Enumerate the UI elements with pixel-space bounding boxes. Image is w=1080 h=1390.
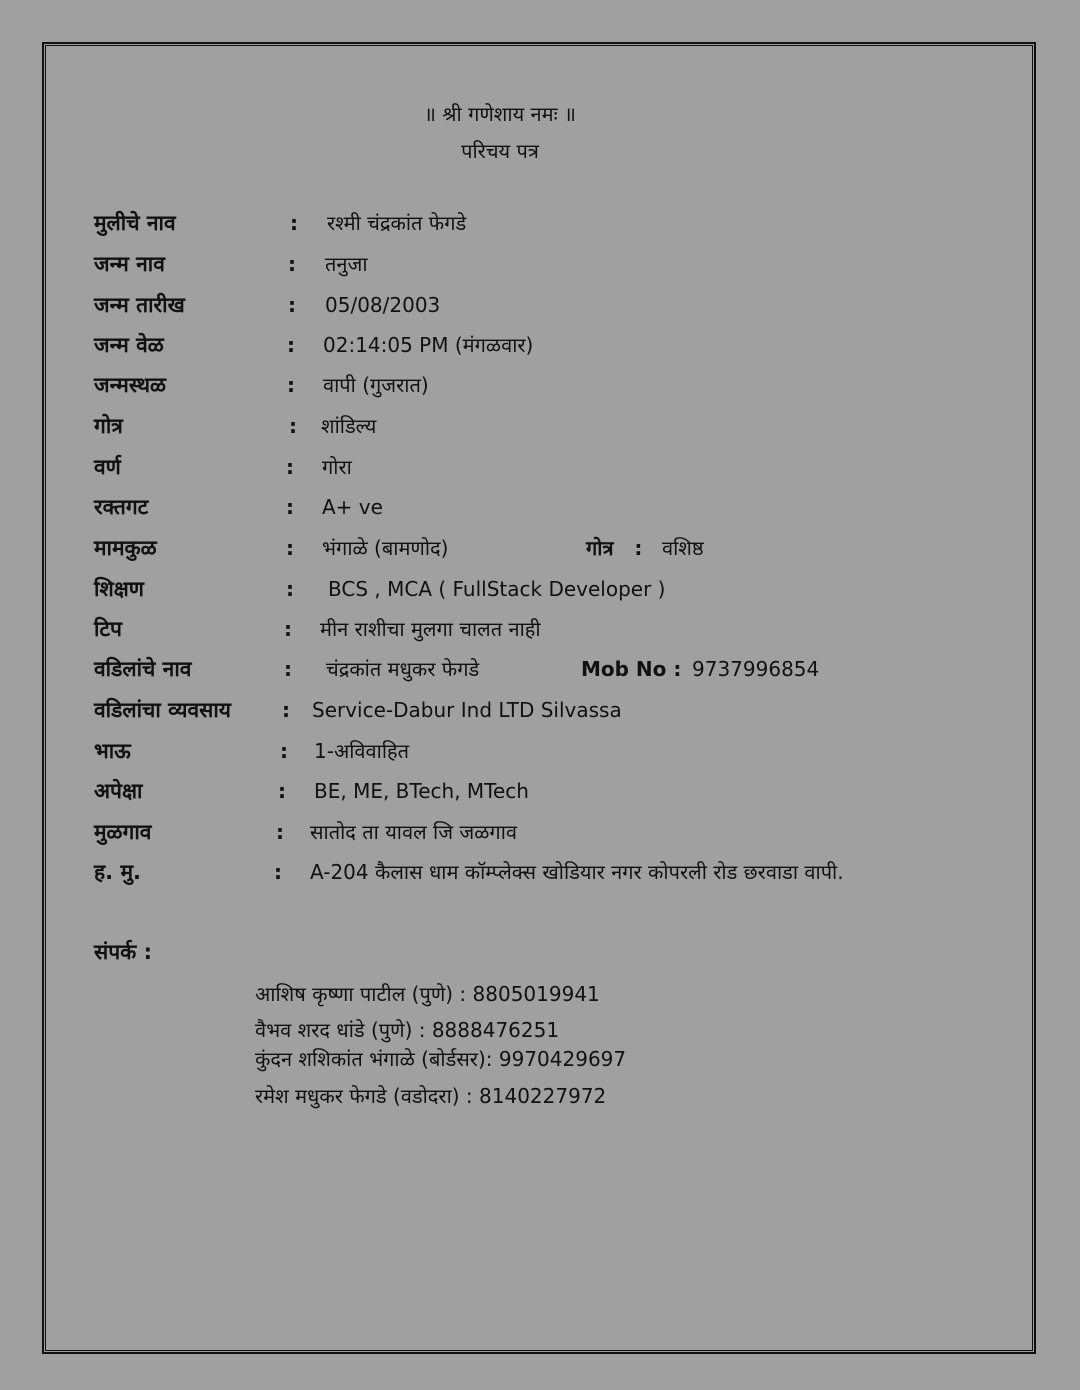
field-colon: : <box>286 577 294 601</box>
field-colon: : <box>288 252 296 276</box>
field-label: भाऊ <box>94 739 131 763</box>
field-label: वडिलांचा व्यवसाय <box>94 698 231 722</box>
field-label: जन्म वेळ <box>94 333 164 357</box>
field-value: तनुजा <box>325 252 368 276</box>
field-value: 05/08/2003 <box>325 293 441 317</box>
field-value: 1-अविवाहित <box>314 739 410 763</box>
field-label: मामकुळ <box>94 536 157 560</box>
field-colon: : <box>289 414 297 438</box>
contact-item: आशिष कृष्णा पाटील (पुणे) : 8805019941 <box>255 982 600 1006</box>
field-label: वर्ण <box>94 455 121 479</box>
contact-item: रमेश मधुकर फेगडे (वडोदरा) : 8140227972 <box>255 1084 607 1108</box>
contact-item: वैभव शरद धांडे (पुणे) : 8888476251 <box>255 1018 560 1042</box>
field-colon: : <box>287 373 295 397</box>
field-label: अपेक्षा <box>94 779 143 803</box>
field-value: A-204 कैलास धाम कॉम्प्लेक्स खोडियार नगर कोपरली रोड छरवाडा वापी. <box>310 860 844 884</box>
field-colon: : <box>286 536 294 560</box>
field-value: 02:14:05 PM (मंगळवार) <box>323 333 534 357</box>
field-value: मीन राशीचा मुलगा चालत नाही <box>320 617 541 641</box>
field-colon: : <box>282 698 290 722</box>
field-value: रश्मी चंद्रकांत फेगडे <box>327 211 467 235</box>
field-label: टिप <box>94 617 122 641</box>
field-label: जन्मस्थळ <box>94 373 166 397</box>
field-colon: : <box>274 860 282 884</box>
field-colon: : <box>284 617 292 641</box>
field-value: शांडिल्य <box>321 414 377 438</box>
maternal-gotra-label: गोत्र : <box>586 536 643 560</box>
field-value: A+ ve <box>322 495 383 519</box>
field-value: सातोद ता यावल जि जळगाव <box>310 820 517 844</box>
maternal-gotra-value: वशिष्ठ <box>662 536 704 560</box>
field-value: भंगाळे (बामणोद) <box>322 536 449 560</box>
field-colon: : <box>276 820 284 844</box>
field-value: वापी (गुजरात) <box>323 373 429 397</box>
field-label: वडिलांचे नाव <box>94 657 192 681</box>
field-value: BCS , MCA ( FullStack Developer ) <box>328 577 666 601</box>
field-colon: : <box>286 455 294 479</box>
mobile-number: 9737996854 <box>692 657 820 681</box>
contacts-heading: संपर्क : <box>94 940 152 964</box>
document-title: परिचय पत्र <box>461 139 539 163</box>
mobile-label: Mob No : <box>581 657 682 681</box>
field-colon: : <box>280 739 288 763</box>
field-value: BE, ME, BTech, MTech <box>314 779 529 803</box>
field-label: मुलीचे नाव <box>94 211 176 235</box>
invocation-line: ॥ श्री गणेशाय नमः ॥ <box>424 102 576 126</box>
field-value: चंद्रकांत मधुकर फेगडे <box>326 657 480 681</box>
contact-item: कुंदन शशिकांत भंगाळे (बोर्डसर): 9970429697 <box>255 1047 627 1071</box>
field-colon: : <box>286 495 294 519</box>
field-label: जन्म नाव <box>94 252 165 276</box>
field-label: रक्तगट <box>94 495 149 519</box>
field-label: शिक्षण <box>94 577 144 601</box>
field-label: गोत्र <box>94 414 123 438</box>
field-label: जन्म तारीख <box>94 293 185 317</box>
field-colon: : <box>284 657 292 681</box>
field-label: मुळगाव <box>94 820 152 844</box>
field-colon: : <box>290 211 298 235</box>
field-colon: : <box>278 779 286 803</box>
field-label: ह. मु. <box>94 860 141 884</box>
field-value: Service-Dabur Ind LTD Silvassa <box>312 698 622 722</box>
field-colon: : <box>287 333 295 357</box>
field-colon: : <box>288 293 296 317</box>
field-value: गोरा <box>322 455 352 479</box>
